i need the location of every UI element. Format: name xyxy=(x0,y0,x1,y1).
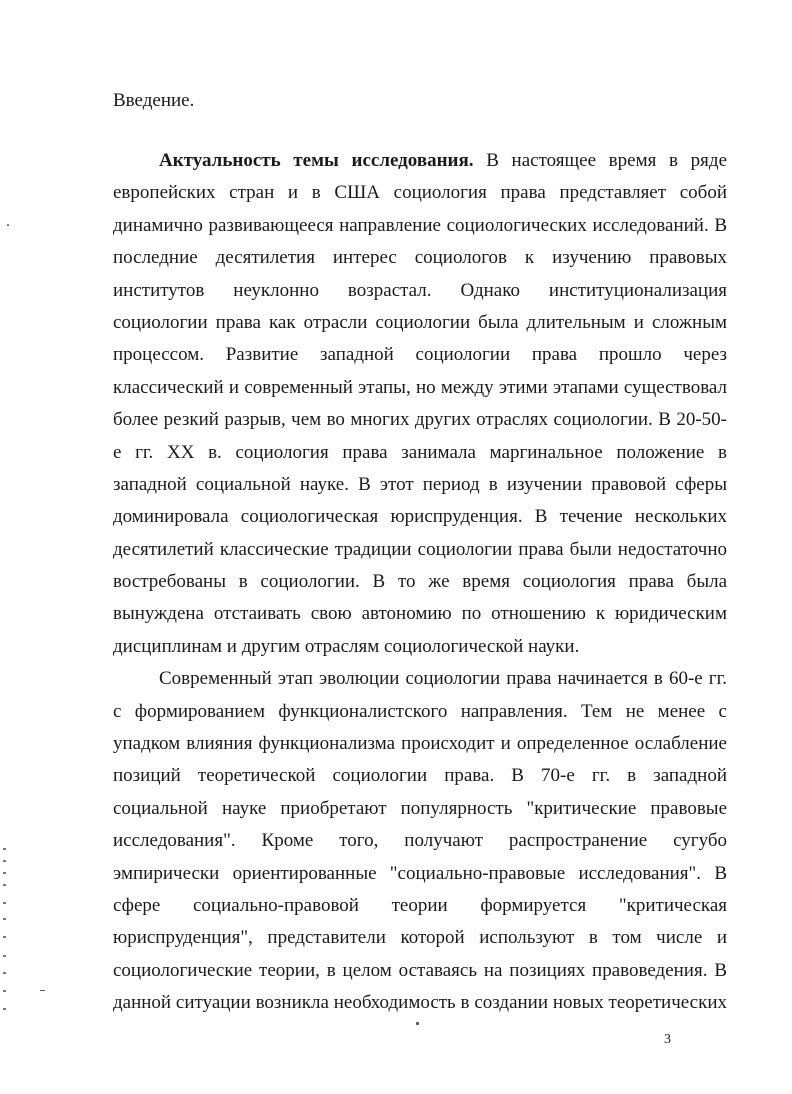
scan-gutter-mark xyxy=(3,990,6,992)
paragraph-1-line: доминировала социологическая юриспруденция. В течение нескольких xyxy=(113,506,727,528)
paragraph-1-line-1-text: В настоящее время в ряде xyxy=(473,150,727,171)
paragraph-1-line: дисциплинам и другим отраслям социологической науки. xyxy=(113,635,580,657)
scan-gutter-mark xyxy=(3,860,6,862)
paragraph-1-line: институтов неуклонно возрастал. Однако институционализация xyxy=(113,279,727,301)
scan-gutter-mark xyxy=(3,1008,6,1010)
scan-gutter-mark xyxy=(3,918,6,920)
paragraph-2-line: юриспруденция", представители которой используют в том числе и xyxy=(113,927,727,949)
paragraph-2-line: исследования". Кроме того, получают распространение сугубо xyxy=(113,830,727,852)
scan-gutter-mark xyxy=(3,848,6,850)
paragraph-2-line: позиций теоретической социологии права. В 70-е гг. в западной xyxy=(113,765,727,787)
paragraph-2-line: упадком влияния функционализма происходит и определенное ослабление xyxy=(113,733,727,755)
scan-gutter-mark xyxy=(3,884,6,886)
page-number: 3 xyxy=(664,1032,671,1047)
paragraph-2-line: Современный этап эволюции социологии права начинается в 60-е гг. xyxy=(159,668,727,690)
paragraph-1-line: е гг. XX в. социология права занимала маргинальное положение в xyxy=(113,441,727,463)
paragraph-1-line: европейских стран и в США социология права представляет собой xyxy=(113,182,727,204)
paragraph-1-line: десятилетий классические традиции социологии права были недостаточно xyxy=(113,538,727,560)
scan-speck xyxy=(416,1022,419,1025)
scan-gutter-mark xyxy=(3,872,6,874)
scan-gutter-mark xyxy=(3,936,6,938)
paragraph-1-line: последние десятилетия интерес социологов к изучению правовых xyxy=(113,247,727,269)
paragraph-1-line-1 xyxy=(113,145,727,177)
paragraph-2-line: с формированием функционалистского направления. Тем не менее с xyxy=(113,700,727,722)
scan-speck xyxy=(40,990,45,991)
scan-speck xyxy=(7,224,9,226)
scan-gutter-mark xyxy=(3,955,6,957)
paragraph-1-line: динамично развивающееся направление социологических исследований. В xyxy=(113,214,727,236)
body-text xyxy=(113,145,727,1020)
paragraph-2-line: социологические теории, в целом оставаясь на позициях правоведения. В xyxy=(113,959,727,981)
paragraph-2-line: данной ситуации возникла необходимость в создании новых теоретических xyxy=(113,992,727,1014)
scan-gutter-mark xyxy=(3,902,6,904)
paragraph-1-line: социологии права как отрасли социологии была длительным и сложным xyxy=(113,311,727,333)
paragraph-1-line: вынуждена отстаивать свою автономию по отношению к юридическим xyxy=(113,603,727,625)
paragraph-1-line: процессом. Развитие западной социологии права прошло через xyxy=(113,344,727,366)
paragraph-1-line: западной социальной науке. В этот период в изучении правовой сферы xyxy=(113,473,727,495)
scan-gutter-mark xyxy=(3,972,6,974)
paragraph-1-line: классический и современный этапы, но между этими этапами существовал xyxy=(113,376,727,398)
paragraph-1-line: более резкий разрыв, чем во многих других отраслях социологии. В 20-50- xyxy=(113,409,727,431)
lead-phrase: Актуальность темы исследования. xyxy=(159,150,474,171)
paragraph-2-line: сфере социально-правовой теории формируется "критическая xyxy=(113,894,727,916)
paragraph-2-line: эмпирически ориентированные "социально-правовые исследования". В xyxy=(113,862,727,884)
section-heading: Введение. xyxy=(113,90,195,111)
paragraph-1-line: востребованы в социологии. В то же время социология права была xyxy=(113,571,727,593)
paragraph-2-line: социальной науке приобретают популярность "критические правовые xyxy=(113,797,727,819)
